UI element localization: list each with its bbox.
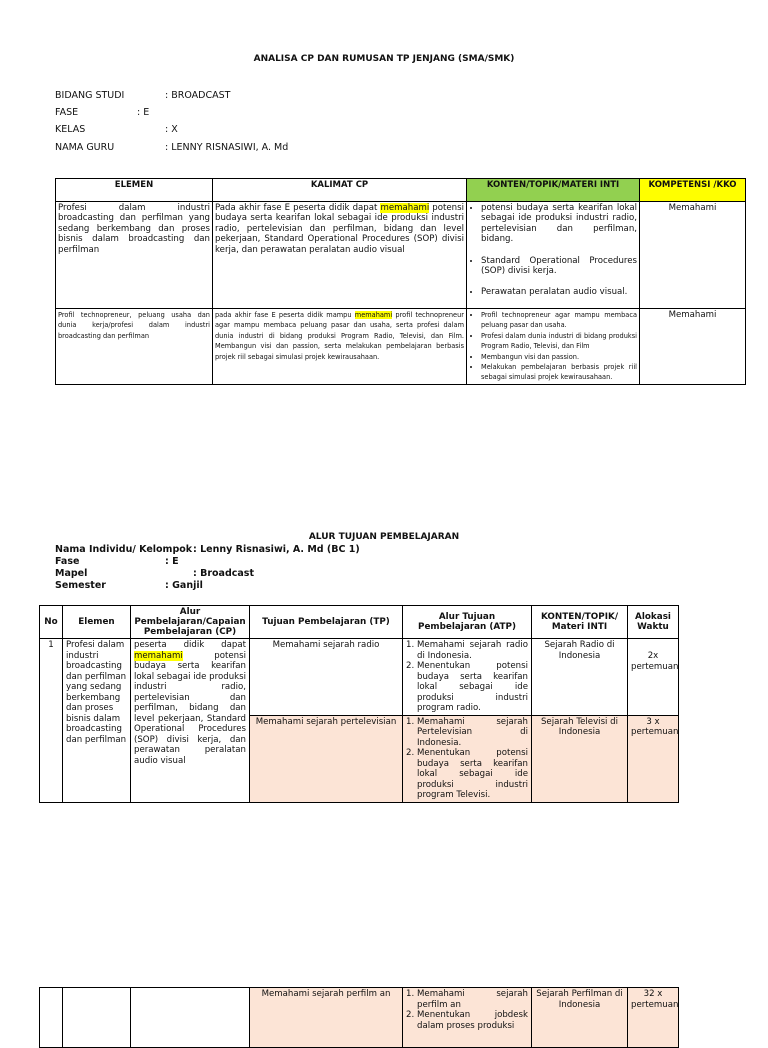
meta-label-kelas: KELAS [55, 124, 86, 135]
list-number: 1. [406, 640, 415, 650]
meta-label-bidang: BIDANG STUDI [55, 90, 125, 101]
meta-value-fase: : E [137, 107, 150, 118]
atp-cell [403, 715, 532, 802]
cp-cell [213, 309, 467, 385]
meta-value-fase: : E [165, 556, 179, 567]
list-text: Memahami sejarah radio di Indonesia. [417, 640, 528, 661]
header-cp: Alur Pembelajaran/Capaian Pembelajaran (CP) [131, 606, 250, 639]
highlight-memahami: memahami [380, 203, 430, 213]
list-text: Menentukan jobdesk dalam proses produksi [417, 1010, 528, 1031]
header-no: No [40, 606, 63, 639]
konten-cell [467, 202, 640, 309]
konten-cell: Sejarah Perfilman di Indonesia [532, 988, 628, 1048]
alokasi-cell: 32 x pertemuan [628, 988, 679, 1048]
kko-cell: Memahami [640, 202, 746, 309]
list-item [406, 661, 528, 714]
tp-cell: Memahami sejarah radio [250, 639, 403, 716]
meta-label-semester: Semester [55, 580, 106, 591]
cp-cell [131, 988, 250, 1048]
atp-header-row [40, 606, 679, 639]
list-number: 2. [406, 1010, 415, 1020]
atp-cell [403, 988, 532, 1048]
list-item: • Profil technopreneur agar mampu membaca peluang pasar dan usaha. [481, 310, 637, 331]
meta-label-fase: Fase [55, 556, 80, 567]
list-item: • Membangun visi dan passion. [481, 352, 637, 362]
list-text: Menentukan potensi budaya serta kearifan lokal sebagai ide produksi industri program Televisi. [417, 748, 528, 800]
elemen-cell: Profesi dalam industri broadcasting dan perfilman yang sedang berkembang dan proses bisnis dalam broadcasting dan perfilman [63, 639, 131, 803]
header-konten: KONTEN/TOPIK/MATERI INTI [467, 179, 640, 202]
cp-text: potensi budaya serta kearifan lokal sebagai ide produksi industri radio, pertelevisian dan perfilman, bidang dan level pekerjaan, Standard Operational Procedures (SOP) divisi kerja, dan perawatan peralatan audio visual [134, 650, 246, 766]
list-number: 2. [406, 748, 415, 758]
konten-cell: Sejarah Televisi di Indonesia [532, 715, 628, 802]
list-item [406, 640, 528, 661]
header-alokasi: Alokasi Waktu [628, 606, 679, 639]
list-item: • Perawatan peralatan audio visual. [481, 287, 637, 297]
cp-text: potensi budaya serta kearifan lokal sebagai ide produksi industri radio, pertelevisian dan perfilman, bidang dan level pekerjaan, Standard Operational Procedures (SOP) divisi kerja, dan perawatan peralatan audio visual [215, 203, 464, 255]
meta-value-kelas: : X [165, 124, 178, 135]
header-kalimat-cp: KALIMAT CP [213, 179, 467, 202]
tp-cell: Memahami sejarah perfilm an [250, 988, 403, 1048]
list-item: • potensi budaya serta kearifan lokal sebagai ide produksi industri radio, pertelevisian dan perfilman, bidang. [481, 203, 637, 245]
alokasi-cell: 2x pertemuan [628, 639, 679, 716]
atp-table [39, 605, 679, 803]
header-tp: Tujuan Pembelajaran (TP) [250, 606, 403, 639]
header-konten: KONTEN/TOPIK/ Materi INTI [532, 606, 628, 639]
list-item [406, 717, 528, 749]
table-row [40, 988, 679, 1048]
kko-cell: Memahami [640, 309, 746, 385]
no-cell [40, 988, 63, 1048]
table-row [40, 639, 679, 716]
cp-cell [213, 202, 467, 309]
analisa-table [55, 178, 746, 385]
meta-value-bidang: : BROADCAST [165, 90, 231, 101]
tp-cell: Memahami sejarah pertelevisian [250, 715, 403, 802]
list-item [406, 1010, 528, 1031]
list-item [406, 748, 528, 801]
list-item: • Standard Operational Procedures (SOP) divisi kerja. [481, 256, 637, 277]
elemen-cell: Profil technopreneur, peluang usaha dan dunia kerja/profesi dalam industri broadcasting dan perfilman [56, 309, 213, 385]
atp-table-continued [39, 987, 679, 1048]
list-item [406, 989, 528, 1010]
alokasi-cell: 3 x pertemuan [628, 715, 679, 802]
header-kompetensi: KOMPETENSI /KKO [640, 179, 746, 202]
table-row [56, 202, 746, 309]
konten-cell [467, 309, 640, 385]
cp-text: profil technopreneur agar mampu membaca peluang pasar dan usaha, serta profesi dalam dunia industri di bidang produksi Program Radio, Televisi, dan Film. Membangun visi dan passion, serta melakukan pembelajaran berbasis projek riil sebagai simulasi projek kewirausahaan. [215, 311, 464, 361]
highlight-memahami: memahami [134, 650, 183, 661]
meta-label-nama: Nama Individu/ Kelompok [55, 544, 193, 555]
header-elemen: ELEMEN [56, 179, 213, 202]
no-cell: 1 [40, 639, 63, 803]
meta-label-guru: NAMA GURU [55, 142, 115, 153]
list-number: 2. [406, 661, 415, 671]
meta-value-guru: : LENNY RISNASIWI, A. Md [165, 142, 289, 153]
cp-text: pada akhir fase E peserta didik mampu [215, 311, 355, 319]
highlight-memahami: memahami [354, 311, 393, 319]
elemen-cell: Profesi dalam industri broadcasting dan perfilman yang sedang berkembang dan proses bisnis dalam broadcasting dan perfilman [56, 202, 213, 309]
list-text: Memahami sejarah perfilm an [417, 989, 528, 1010]
cp-cell [131, 639, 250, 803]
list-item: • Profesi dalam dunia industri di bidang produksi Program Radio, Televisi, dan Film [481, 331, 637, 352]
list-item: • Melakukan pembelajaran berbasis projek riil sebagai simulasi projek kewirausahaan. [481, 362, 637, 383]
list-number: 1. [406, 989, 415, 999]
list-number: 1. [406, 716, 415, 727]
konten-cell: Sejarah Radio di Indonesia [532, 639, 628, 716]
header-elemen: Elemen [63, 606, 131, 639]
meta-label-fase: FASE [55, 107, 79, 118]
cp-text: Pada akhir fase E peserta didik dapat [215, 203, 381, 213]
atp-cell [403, 639, 532, 716]
meta-value-mapel: : Broadcast [193, 568, 255, 579]
analisa-header-row [56, 179, 746, 202]
analisa-title: ANALISA CP DAN RUMUSAN TP JENJANG (SMA/SMK) [253, 54, 515, 64]
list-text: Menentukan potensi budaya serta kearifan lokal sebagai ide produksi industri program radio. [417, 661, 528, 713]
meta-label-mapel: Mapel [55, 568, 88, 579]
meta-value-semester: : Ganjil [165, 580, 203, 591]
elemen-cell [63, 988, 131, 1048]
list-text: Memahami sejarah Pertelevisian di Indonesia. [417, 716, 528, 748]
atp-title: ALUR TUJUAN PEMBELAJARAN [308, 532, 460, 542]
cp-text: peserta didik dapat [134, 640, 246, 650]
header-atp: Alur Tujuan Pembelajaran (ATP) [403, 606, 532, 639]
table-row [56, 309, 746, 385]
meta-value-nama: : Lenny Risnasiwi, A. Md (BC 1) [193, 544, 360, 555]
